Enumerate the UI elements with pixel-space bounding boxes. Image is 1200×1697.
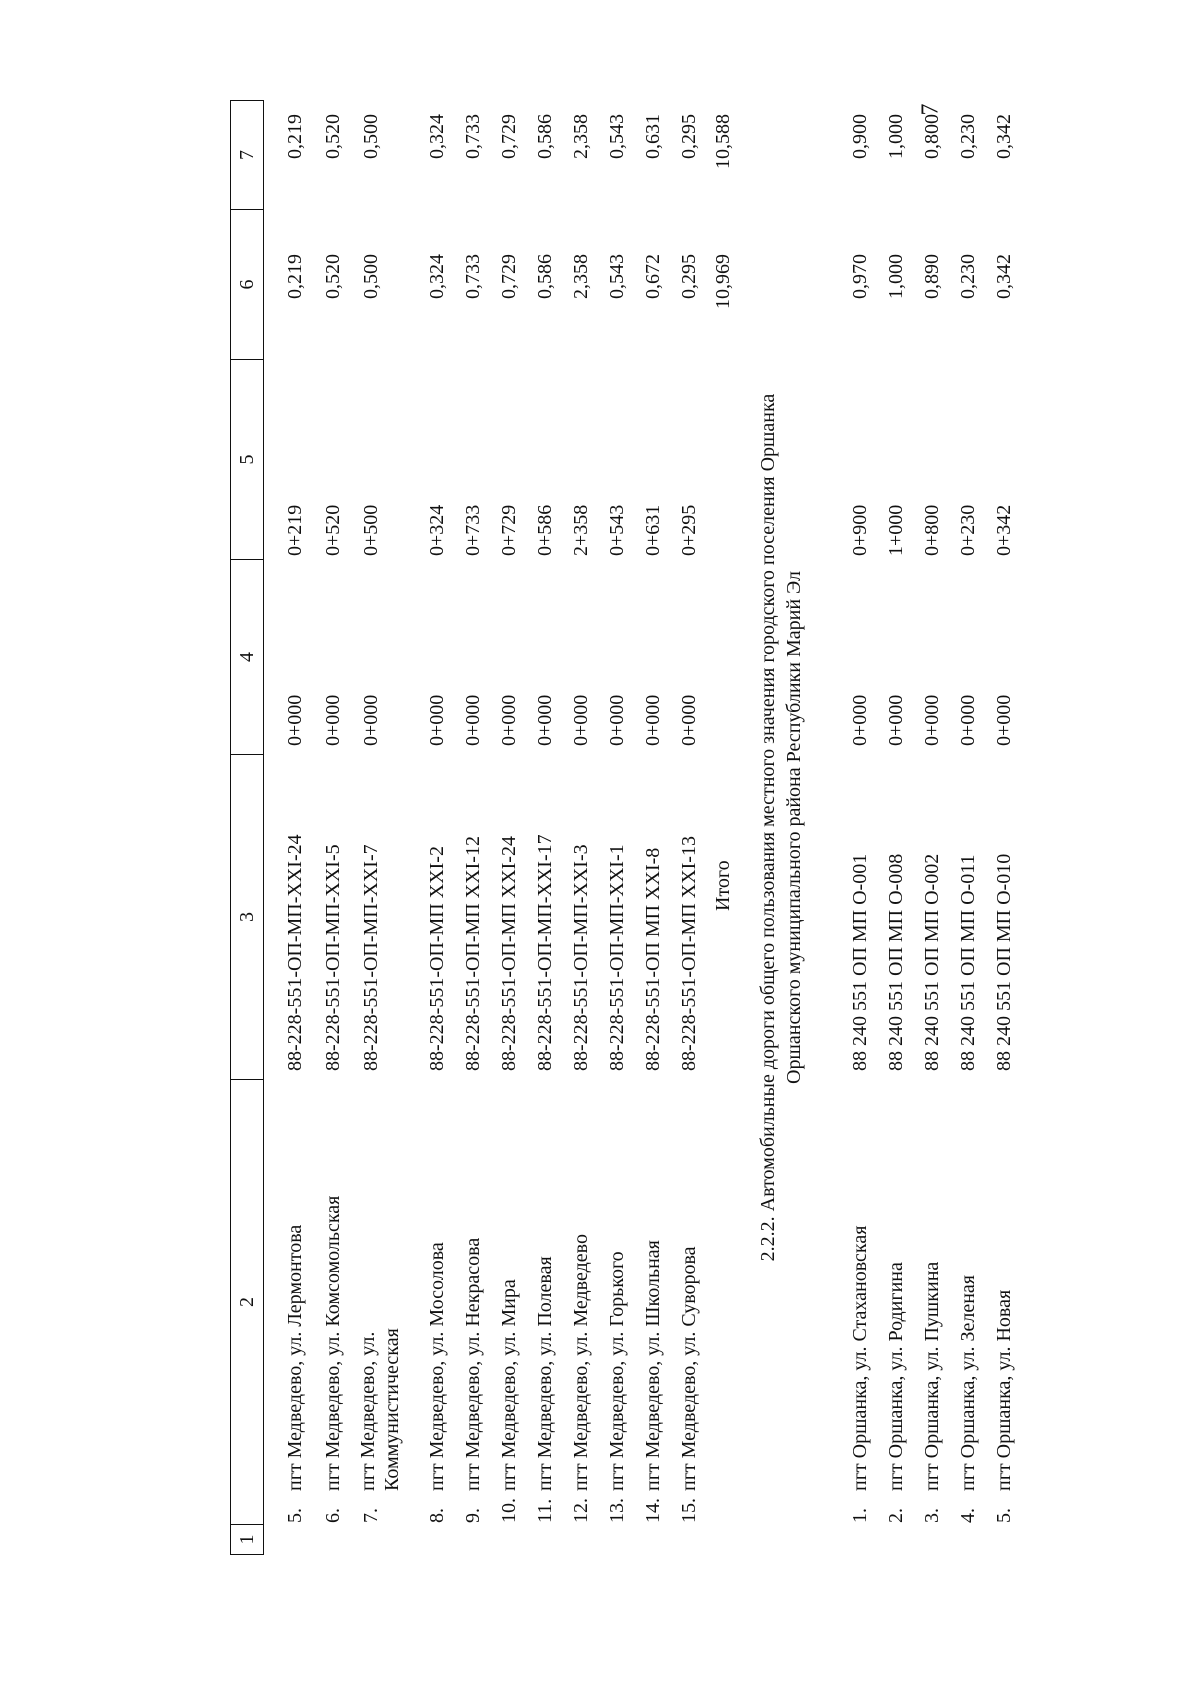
total-label: Итого <box>712 860 734 911</box>
length-col6: 1,000 <box>885 254 907 299</box>
start-km: 0+000 <box>957 694 979 746</box>
start-km: 0+000 <box>849 694 871 746</box>
table-row <box>638 100 668 1555</box>
table-row <box>318 100 348 1555</box>
table-row <box>422 100 452 1555</box>
road-name: пгт Медведево, ул. Комсомольская <box>322 1195 344 1491</box>
header-col-6: 6 <box>231 210 263 360</box>
length-col7: 0,543 <box>606 114 628 159</box>
start-km: 0+000 <box>360 694 382 746</box>
length-col6: 0,543 <box>606 254 628 299</box>
row-number: 8. <box>426 1508 448 1523</box>
start-km: 0+000 <box>498 694 520 746</box>
table-row <box>674 100 704 1555</box>
end-km: 0+733 <box>462 504 484 556</box>
road-code: 88-228-551-ОП-МП-XXI-7 <box>360 844 382 1071</box>
end-km: 0+342 <box>993 504 1015 556</box>
table-row <box>881 100 911 1555</box>
row-number: 4. <box>957 1508 979 1523</box>
end-km: 0+520 <box>322 504 344 556</box>
road-name: пгт Оршанка, ул. Родигина <box>885 1262 907 1491</box>
end-km: 0+900 <box>849 504 871 556</box>
total-length-col6: 10,969 <box>712 254 734 309</box>
road-code: 88-228-551-ОП-МП-XXI-3 <box>570 844 592 1071</box>
row-number: 13. <box>606 1498 628 1523</box>
table-row <box>458 100 488 1555</box>
road-code: 88 240 551 ОП МП О-008 <box>885 853 907 1071</box>
table-row <box>494 100 524 1555</box>
length-col6: 0,324 <box>426 254 448 299</box>
road-code: 88 240 551 ОП МП О-010 <box>993 853 1015 1071</box>
end-km: 0+295 <box>678 504 700 556</box>
road-code: 88-228-551-ОП-МП XXI-13 <box>678 836 700 1071</box>
table-row <box>989 100 1019 1555</box>
row-number: 5. <box>993 1508 1015 1523</box>
length-col7: 0,295 <box>678 114 700 159</box>
table-row <box>566 100 596 1555</box>
length-col6: 0,520 <box>322 254 344 299</box>
length-col7: 0,342 <box>993 114 1015 159</box>
end-km: 0+586 <box>534 504 556 556</box>
start-km: 0+000 <box>534 694 556 746</box>
road-name: пгт Оршанка, ул. Новая <box>993 1289 1015 1491</box>
road-code: 88 240 551 ОП МП О-002 <box>921 853 943 1071</box>
length-col7: 2,358 <box>570 114 592 159</box>
table-row <box>845 100 875 1555</box>
row-number: 9. <box>462 1508 484 1523</box>
road-code: 88-228-551-ОП МП XXI-8 <box>642 847 664 1071</box>
road-code: 88-228-551-ОП-МП XXI-24 <box>498 836 520 1071</box>
total-length-col7: 10,588 <box>712 114 734 169</box>
road-name: пгт Медведево, ул. Горького <box>606 1251 628 1491</box>
length-col7: 0,729 <box>498 114 520 159</box>
length-col6: 0,970 <box>849 254 871 299</box>
length-col7: 0,500 <box>360 114 382 159</box>
start-km: 0+000 <box>642 694 664 746</box>
start-km: 0+000 <box>678 694 700 746</box>
road-code: 88-228-551-ОП-МП-XXI-1 <box>606 844 628 1071</box>
length-col6: 0,672 <box>642 254 664 299</box>
length-col7: 0,733 <box>462 114 484 159</box>
row-number: 7. <box>360 1508 382 1523</box>
road-name: пгт Медведево, ул. Мосолова <box>426 1242 448 1491</box>
start-km: 0+000 <box>284 694 306 746</box>
length-col7: 0,324 <box>426 114 448 159</box>
length-col7: 0,219 <box>284 114 306 159</box>
length-col6: 0,729 <box>498 254 520 299</box>
total-row <box>708 100 738 1555</box>
row-number: 3. <box>921 1508 943 1523</box>
length-col7: 0,230 <box>957 114 979 159</box>
table-header <box>230 100 264 1555</box>
start-km: 0+000 <box>993 694 1015 746</box>
start-km: 0+000 <box>570 694 592 746</box>
road-name: пгт Медведево, ул. Коммунистическая <box>357 1328 403 1491</box>
start-km: 0+000 <box>426 694 448 746</box>
table-row <box>530 100 560 1555</box>
road-code: 88-228-551-ОП-МП-XXI-17 <box>534 834 556 1071</box>
table-row <box>280 100 310 1555</box>
road-name: пгт Оршанка, ул. Пушкина <box>921 1261 943 1491</box>
road-name: пгт Медведево, ул. Медведево <box>570 1234 592 1491</box>
end-km: 0+324 <box>426 504 448 556</box>
page-number: 7 <box>917 103 944 116</box>
end-km: 1+000 <box>885 504 907 556</box>
start-km: 0+000 <box>322 694 344 746</box>
length-col6: 0,733 <box>462 254 484 299</box>
header-col-7: 7 <box>231 100 263 210</box>
road-name: пгт Медведево, ул. Некрасова <box>462 1237 484 1491</box>
road-name: пгт Медведево, ул. Лермонтова <box>284 1224 306 1491</box>
end-km: 0+230 <box>957 504 979 556</box>
end-km: 0+729 <box>498 504 520 556</box>
section-title <box>755 100 807 1555</box>
table-row <box>953 100 983 1555</box>
row-number: 12. <box>570 1498 592 1523</box>
end-km: 0+219 <box>284 504 306 556</box>
header-col-3: 3 <box>231 755 263 1080</box>
row-number: 1. <box>849 1508 871 1523</box>
road-name: пгт Медведево, ул. Суворова <box>678 1246 700 1491</box>
road-name: пгт Медведево, ул. Мира <box>498 1279 520 1491</box>
header-col-2: 2 <box>231 1080 263 1525</box>
length-col6: 2,358 <box>570 254 592 299</box>
length-col6: 0,230 <box>957 254 979 299</box>
end-km: 2+358 <box>570 504 592 556</box>
length-col6: 0,586 <box>534 254 556 299</box>
length-col7: 0,900 <box>849 114 871 159</box>
road-code: 88-228-551-ОП-МП XXI-2 <box>426 846 448 1071</box>
row-number: 10. <box>498 1498 520 1523</box>
row-number: 2. <box>885 1508 907 1523</box>
road-name: пгт Медведево, ул. Школьная <box>642 1240 664 1491</box>
table-row <box>356 100 412 1555</box>
start-km: 0+000 <box>462 694 484 746</box>
section-title-line-2: Оршанского муниципального района Республики Марий Эл <box>783 571 805 1084</box>
road-code: 88-228-551-ОП-МП-XXI-24 <box>284 834 306 1071</box>
length-col7: 1,000 <box>885 114 907 159</box>
header-col-4: 4 <box>231 560 263 755</box>
table-row <box>917 100 947 1555</box>
end-km: 0+543 <box>606 504 628 556</box>
row-number: 6. <box>322 1508 344 1523</box>
length-col7: 0,631 <box>642 114 664 159</box>
road-code: 88 240 551 ОП МП О-001 <box>849 853 871 1071</box>
length-col6: 0,890 <box>921 254 943 299</box>
length-col7: 0,520 <box>322 114 344 159</box>
road-name: пгт Медведево, ул. Полевая <box>534 1256 556 1491</box>
length-col7: 0,586 <box>534 114 556 159</box>
end-km: 0+500 <box>360 504 382 556</box>
end-km: 0+800 <box>921 504 943 556</box>
row-number: 11. <box>534 1498 556 1523</box>
length-col6: 0,295 <box>678 254 700 299</box>
rotated-table-frame <box>230 100 1090 1555</box>
row-number: 14. <box>642 1498 664 1523</box>
start-km: 0+000 <box>921 694 943 746</box>
road-name: пгт Оршанка, ул. Зеленая <box>957 1275 979 1491</box>
road-code: 88-228-551-ОП-МП XXI-12 <box>462 836 484 1071</box>
table-row <box>602 100 632 1555</box>
row-number: 5. <box>284 1508 306 1523</box>
header-col-5: 5 <box>231 360 263 560</box>
section-title-line-1: 2.2.2. Автомобильные дороги общего пользования местного значения городского поселения Оршанка <box>757 393 779 1262</box>
road-code: 88 240 551 ОП МП О-011 <box>957 854 979 1071</box>
start-km: 0+000 <box>606 694 628 746</box>
end-km: 0+631 <box>642 504 664 556</box>
row-number: 15. <box>678 1498 700 1523</box>
road-name: пгт Оршанка, ул. Стахановская <box>849 1225 871 1491</box>
length-col7: 0,800 <box>921 114 943 159</box>
length-col6: 0,500 <box>360 254 382 299</box>
length-col6: 0,342 <box>993 254 1015 299</box>
header-col-1: 1 <box>231 1525 263 1555</box>
road-code: 88-228-551-ОП-МП-XXI-5 <box>322 844 344 1071</box>
start-km: 0+000 <box>885 694 907 746</box>
length-col6: 0,219 <box>284 254 306 299</box>
